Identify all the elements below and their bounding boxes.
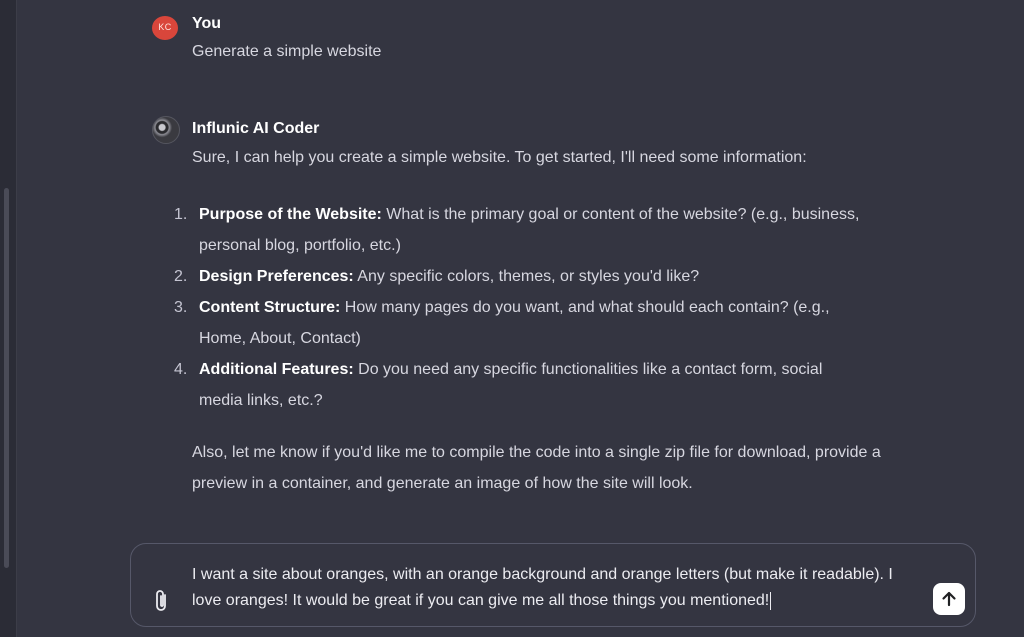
list-item: 1. Purpose of the Website: What is the primary goal or content of the website? (e.g., business, personal blog, portfolio, etc.)	[174, 206, 860, 254]
requirements-list	[170, 199, 870, 416]
message-input[interactable]: I want a site about oranges, with an orange background and orange letters (but make it readable). I love oranges! It would be great if you can give me all those things you mentioned!	[192, 566, 893, 609]
assistant-closing: Also, let me know if you'd like me to compile the code into a single zip file for download, provide a preview in a container, and generate an image of how the site will look.	[192, 444, 881, 492]
send-button[interactable]	[933, 583, 965, 615]
scrollbar-thumb[interactable]	[4, 188, 9, 568]
assistant-name: Influnic AI Coder	[192, 120, 320, 137]
assistant-avatar	[152, 116, 180, 144]
paperclip-icon[interactable]	[151, 588, 173, 614]
list-item: 3. Content Structure: How many pages do you want, and what should each contain? (e.g., Home, About, Contact)	[174, 299, 830, 347]
user-avatar: KC	[152, 16, 178, 40]
user-message: Generate a simple website	[192, 43, 382, 60]
assistant-intro: Sure, I can help you create a simple website. To get started, I'll need some information:	[192, 149, 807, 166]
message-composer[interactable]	[130, 543, 976, 627]
list-item: 2. Design Preferences: Any specific colors, themes, or styles you'd like?	[174, 268, 700, 285]
user-name: You	[192, 15, 222, 32]
list-item: 4. Additional Features: Do you need any specific functionalities like a contact form, social media links, etc.?	[174, 361, 823, 409]
sidebar-edge	[0, 0, 17, 637]
text-caret	[770, 592, 771, 610]
